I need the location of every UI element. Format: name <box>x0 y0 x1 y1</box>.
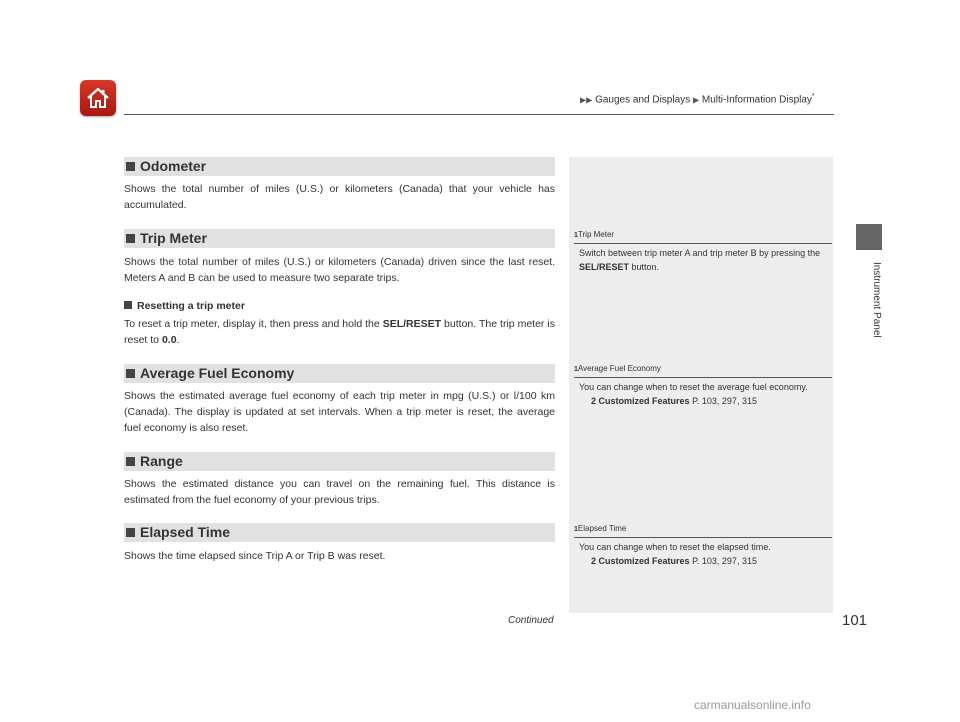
note-body-average-fuel: You can change when to reset the average fuel economy. 2 Customized Features P. 103, 297, 315 <box>579 380 825 408</box>
note-title-elapsed-time[interactable]: 1Elapsed Time <box>574 524 832 538</box>
page-number: 101 <box>842 612 868 629</box>
xref-customized-features[interactable]: 2 Customized Features P. 103, 297, 315 <box>591 556 757 566</box>
section-heading-elapsed-time: Elapsed Time <box>124 523 555 542</box>
xref-arrow-icon: 2 <box>591 556 597 566</box>
breadcrumb-mid-link[interactable]: Multi-Information Display <box>701 94 812 106</box>
note-index-icon: 1 <box>574 232 578 239</box>
note-title-average-fuel[interactable]: 1Average Fuel Economy <box>574 364 832 378</box>
square-bullet-icon <box>126 457 135 466</box>
home-icon <box>85 86 111 110</box>
chapter-tab-label: Instrument Panel <box>871 262 882 338</box>
header-divider <box>124 114 834 115</box>
chapter-tab-marker[interactable] <box>856 224 882 250</box>
xref-customized-features[interactable]: 2 Customized Features P. 103, 297, 315 <box>591 396 757 406</box>
breadcrumb-gauges-link[interactable]: Gauges and Displays <box>595 94 691 106</box>
paragraph-trip-meter: Shows the total number of miles (U.S.) or kilometers (Canada) driven since the last reset. Meters A and B can be used to measure two separate trips. <box>124 256 555 284</box>
square-bullet-icon <box>124 301 132 309</box>
breadcrumb-arrow-icon: ▶ <box>692 95 700 105</box>
square-bullet-icon <box>126 234 135 243</box>
square-bullet-icon <box>126 162 135 171</box>
continued-label: Continued <box>508 615 554 626</box>
note-body-trip-meter: Switch between trip meter A and trip meter B by pressing the SEL/RESET button. <box>579 248 821 272</box>
square-bullet-icon <box>126 528 135 537</box>
note-index-icon: 1 <box>574 526 578 533</box>
breadcrumb-asterisk: * <box>811 93 815 100</box>
note-index-icon: 1 <box>574 366 578 373</box>
paragraph-resetting-trip-meter: To reset a trip meter, display it, then press and hold the SEL/RESET button. The trip meter is reset to 0.0. <box>124 318 555 346</box>
section-heading-trip-meter: Trip Meter <box>124 229 555 248</box>
sel-reset-label: SEL/RESET <box>382 318 442 330</box>
xref-arrow-icon: 2 <box>591 396 597 406</box>
breadcrumb-arrow-icon: ▶▶ <box>580 95 593 105</box>
section-heading-range: Range <box>124 452 555 471</box>
square-bullet-icon <box>126 369 135 378</box>
paragraph-odometer: Shows the total number of miles (U.S.) or kilometers (Canada) that your vehicle has accumulated. <box>124 183 555 211</box>
home-button[interactable] <box>80 80 116 116</box>
note-title-trip-meter[interactable]: 1Trip Meter <box>574 230 832 244</box>
reset-value: 0.0 <box>161 334 177 346</box>
subheading-resetting-trip-meter: Resetting a trip meter <box>124 300 245 312</box>
section-heading-odometer: Odometer <box>124 157 555 176</box>
paragraph-elapsed-time: Shows the time elapsed since Trip A or Trip B was reset. <box>124 550 386 562</box>
watermark-text: carmanualsonline.info <box>694 698 811 712</box>
paragraph-average-fuel: Shows the estimated average fuel economy of each trip meter in mpg (U.S.) or l/100 km (Canada). The display is updated at set intervals. When a trip meter is reset, the average fuel economy is also reset. <box>124 390 555 434</box>
paragraph-range: Shows the estimated distance you can travel on the remaining fuel. This distance is estimated from the fuel economy of your previous trips. <box>124 478 555 506</box>
section-heading-average-fuel: Average Fuel Economy <box>124 364 555 383</box>
note-body-elapsed-time: You can change when to reset the elapsed time. 2 Customized Features P. 103, 297, 315 <box>579 540 825 568</box>
breadcrumb <box>580 93 815 105</box>
